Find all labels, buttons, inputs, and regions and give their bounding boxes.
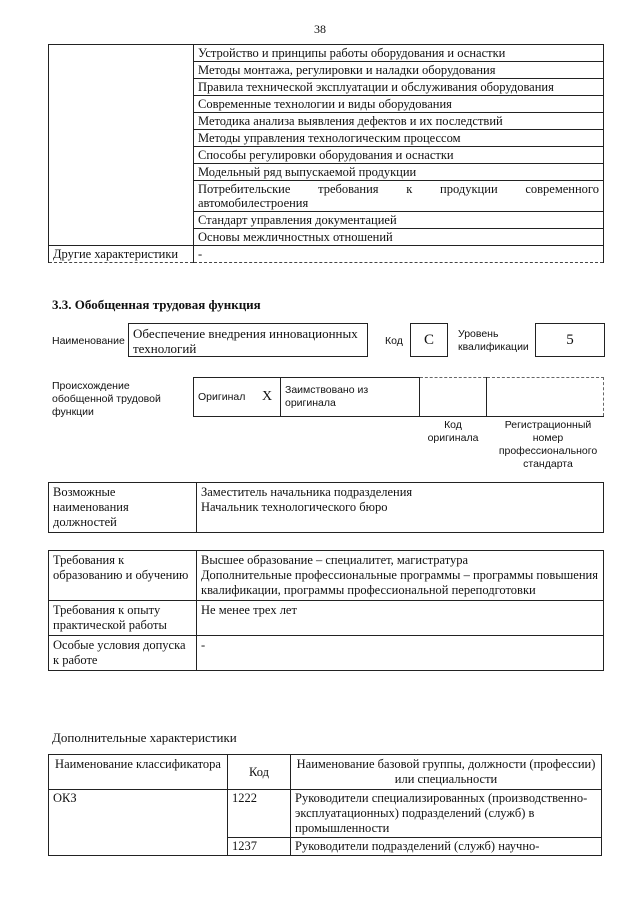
knowledge-item: Стандарт управления документацией <box>194 212 604 229</box>
position-item: Заместитель начальника подразделения <box>201 485 413 499</box>
experience-value: Не менее трех лет <box>197 601 604 636</box>
code-label: Код <box>385 335 403 347</box>
positions-label: Возможные наименования должностей <box>49 483 197 533</box>
original-code-caption: Код оригинала <box>427 419 479 444</box>
knowledge-item: Современные технологии и виды оборудования <box>194 96 604 113</box>
knowledge-item: Устройство и принципы работы оборудования и оснастки <box>194 45 604 62</box>
header-name: Наименование базовой группы, должности (профессии) или специальности <box>291 755 602 790</box>
additional-table <box>48 754 602 856</box>
page-number: 38 <box>314 22 326 36</box>
education-line: Дополнительные профессиональные программы – программы повышения квалификации, программы профессиональной переподготовки <box>201 568 598 597</box>
borrowed-label: Заимствовано из оригинала <box>281 378 420 417</box>
origin-table <box>193 377 604 417</box>
knowledge-item: Модельный ряд выпускаемой продукции <box>194 164 604 181</box>
code-cell: 1237 <box>228 838 291 856</box>
position-item: Начальник технологического бюро <box>201 500 388 514</box>
header-code: Код <box>228 755 291 790</box>
level-label: Уровень квалификации <box>458 328 529 353</box>
additional-title: Дополнительные характеристики <box>52 730 237 745</box>
knowledge-item: Способы регулировки оборудования и оснастки <box>194 147 604 164</box>
positions-values <box>197 483 604 533</box>
knowledge-item: Методы монтажа, регулировки и наладки оборудования <box>194 62 604 79</box>
other-characteristics-value: - <box>194 246 604 263</box>
knowledge-item: Методы управления технологическим процессом <box>194 130 604 147</box>
section-title: 3.3. Обобщенная трудовая функция <box>52 297 261 312</box>
requirements-table <box>48 550 604 671</box>
education-line: Высшее образование – специалитет, магистратура <box>201 553 469 567</box>
other-characteristics-label: Другие характеристики <box>49 246 194 263</box>
positions-table <box>48 482 604 533</box>
knowledge-item: Методика анализа выявления дефектов и их последствий <box>194 113 604 130</box>
knowledge-label-cell <box>49 45 194 246</box>
classifier-cell: ОКЗ <box>49 790 228 856</box>
knowledge-item: Основы межличностных отношений <box>194 229 604 246</box>
function-name-value: Обеспечение внедрения инновационных технологий <box>128 323 368 357</box>
special-conditions-value: - <box>197 636 604 671</box>
education-label: Требования к образованию и обучению <box>49 551 197 601</box>
knowledge-item: Потребительские требования к продукции современного автомобилестроения <box>194 181 604 212</box>
experience-label: Требования к опыту практической работы <box>49 601 197 636</box>
origin-label: Происхождение обобщенной трудовой функции <box>52 380 161 418</box>
special-conditions-label: Особые условия допуска к работе <box>49 636 197 671</box>
occupation-cell: Руководители специализированных (производственно-эксплуатационных) подразделений (служб) в промышленности <box>291 790 602 838</box>
reg-number-cell <box>487 378 604 417</box>
education-values <box>197 551 604 601</box>
occupation-cell: Руководители подразделений (служб) научно- <box>291 838 602 856</box>
name-label: Наименование <box>52 335 125 347</box>
header-classifier: Наименование классификатора <box>49 755 228 790</box>
original-code-cell <box>420 378 487 417</box>
reg-number-caption: Регистрационный номер профессионального стандарта <box>498 419 598 470</box>
knowledge-item: Правила технической эксплуатации и обслуживания оборудования <box>194 79 604 96</box>
original-mark: X <box>254 378 281 417</box>
knowledge-table <box>48 44 604 263</box>
code-value: С <box>410 323 448 357</box>
original-label: Оригинал <box>194 378 255 417</box>
code-cell: 1222 <box>228 790 291 838</box>
level-value: 5 <box>535 323 605 357</box>
